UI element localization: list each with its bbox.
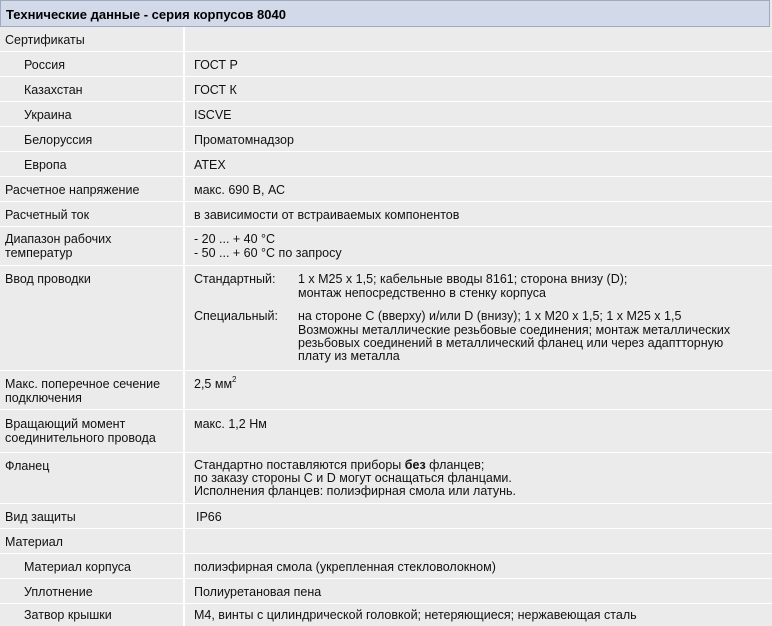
row-cert-russia <box>0 52 772 77</box>
row-cable-entry <box>0 266 772 371</box>
row-label: Фланец <box>5 459 50 473</box>
row-value: макс. 690 В, АС <box>194 183 286 197</box>
row-torque <box>0 410 772 453</box>
table-header <box>0 0 770 27</box>
row-label: Вид защиты <box>5 510 76 524</box>
row-protection <box>0 504 772 529</box>
row-value-line: - 20 ... + 40 °C <box>194 232 276 246</box>
row-value: ISCVE <box>194 108 232 122</box>
row-flange <box>0 453 772 504</box>
standard-line: 1 x M25 x 1,5; кабельные вводы 8161; сторона внизу (D); <box>298 272 628 286</box>
flange-bold-text: без <box>404 458 426 472</box>
row-value: макс. 1,2 Нм <box>194 417 267 431</box>
row-temperature <box>0 227 772 266</box>
row-voltage <box>0 177 772 202</box>
value-text: 2,5 мм <box>194 377 233 391</box>
row-value: ГОСТ Р <box>194 58 238 72</box>
row-label: Украина <box>24 108 72 122</box>
row-current <box>0 202 772 227</box>
special-line: Возможны металлические резьбовые соединения; монтаж металлических <box>298 323 731 337</box>
row-material-lid-lock <box>0 604 772 626</box>
row-value: полиэфирная смола (укрепленная стекловолокном) <box>194 560 496 574</box>
flange-line <box>194 458 484 472</box>
row-label-line: Вращающий момент <box>5 417 126 431</box>
row-certificates <box>0 27 772 52</box>
row-value: в зависимости от встраиваемых компонентов <box>194 208 460 222</box>
row-cert-kazakhstan <box>0 77 772 102</box>
special-label: Специальный: <box>194 309 278 323</box>
row-material-housing <box>0 554 772 579</box>
row-label: Затвор крышки <box>24 608 112 622</box>
special-line: на стороне C (вверху) и/или D (внизу); 1 x M20 x 1,5; 1 x M25 x 1,5 <box>298 309 682 323</box>
row-label: Белоруссия <box>24 133 93 147</box>
row-label-line: подключения <box>5 391 82 405</box>
row-value: ATEX <box>194 158 226 172</box>
row-label-line: Макс. поперечное сечение <box>5 377 161 391</box>
row-label: Материал корпуса <box>24 560 132 574</box>
flange-text: Стандартно поставляются приборы <box>194 458 405 472</box>
row-label-line: соединительного провода <box>5 431 156 445</box>
flange-line: по заказу стороны C и D могут оснащаться фланцами. <box>194 471 512 485</box>
row-label-line: Диапазон рабочих <box>5 232 112 246</box>
row-label-line: температур <box>5 246 73 260</box>
row-value: IP66 <box>196 510 222 524</box>
row-value: Проматомнадзор <box>194 133 294 147</box>
row-label: Ввод проводки <box>5 272 91 286</box>
row-value <box>194 374 237 391</box>
row-label: Европа <box>24 158 67 172</box>
row-label: Расчетное напряжение <box>5 183 140 197</box>
row-label: Материал <box>5 535 63 549</box>
table-title: Технические данные - серия корпусов 8040 <box>6 7 286 22</box>
row-value: Полиуретановая пена <box>194 585 322 599</box>
row-label: Расчетный ток <box>5 208 90 222</box>
flange-line: Исполнения фланцев: полиэфирная смола или латунь. <box>194 484 517 498</box>
row-value: ГОСТ К <box>194 83 237 97</box>
row-cert-belarus <box>0 127 772 152</box>
row-label: Уплотнение <box>24 585 93 599</box>
flange-text: фланцев; <box>425 458 485 472</box>
row-material-seal <box>0 579 772 604</box>
standard-line: монтаж непосредственно в стенку корпуса <box>298 286 546 300</box>
row-cert-ukraine <box>0 102 772 127</box>
row-label: Россия <box>24 58 65 72</box>
row-cross-section <box>0 371 772 410</box>
special-line: резьбовых соединений в металлический фланец или через адаптторную <box>298 336 724 350</box>
row-label: Сертификаты <box>5 33 85 47</box>
special-line: плату из металла <box>298 349 400 363</box>
row-value-line: - 50 ... + 60 °C по запросу <box>194 246 342 260</box>
row-material <box>0 529 772 554</box>
standard-label: Стандартный: <box>194 272 276 286</box>
value-superscript: 2 <box>232 374 237 384</box>
row-label: Казахстан <box>24 83 83 97</box>
row-cert-europe <box>0 152 772 177</box>
row-value: M4, винты с цилиндрической головкой; нетеряющиеся; нержавеющая сталь <box>194 608 637 622</box>
